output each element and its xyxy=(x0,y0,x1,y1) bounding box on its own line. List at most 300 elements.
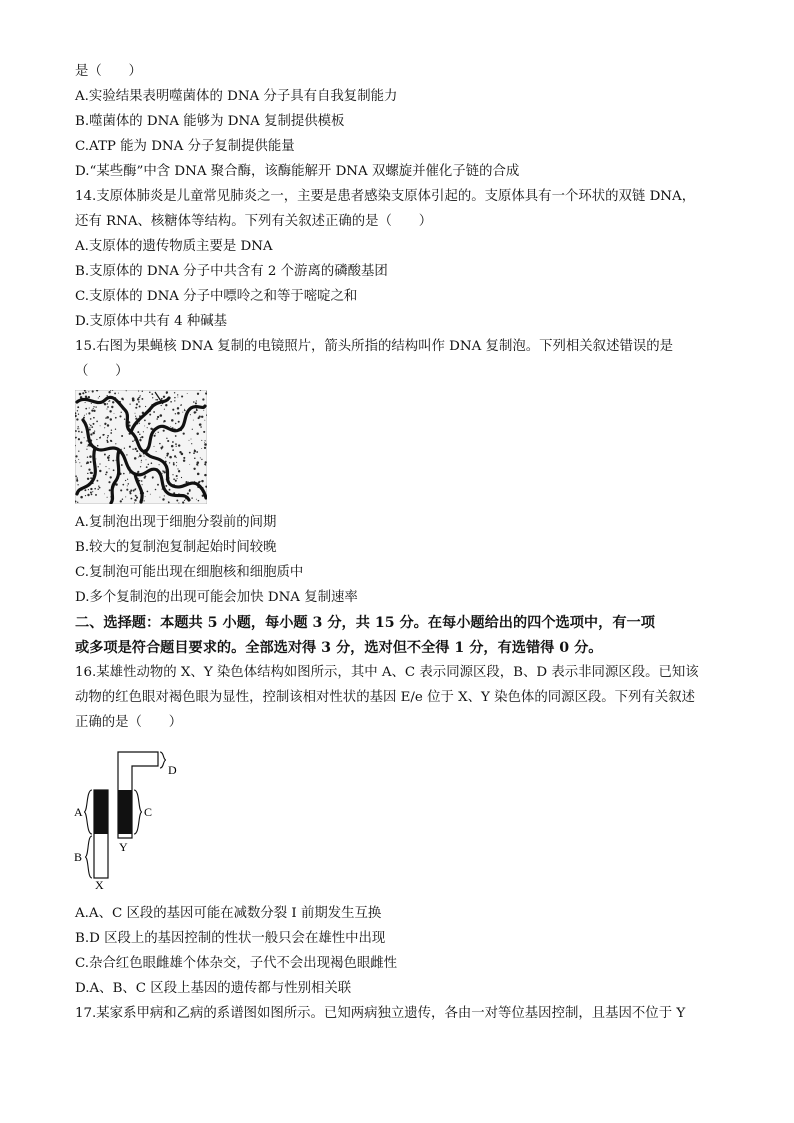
q16-stem-line2: 动物的红色眼对褐色眼为显性，控制该相对性状的基因 E/e 位于 X、Y 染色体的同源区段。下列有关叙述 xyxy=(75,690,696,705)
micrograph-speckle xyxy=(99,463,100,464)
micrograph-speckle xyxy=(90,418,92,420)
micrograph-speckle xyxy=(138,401,140,403)
micrograph-speckle xyxy=(171,445,174,448)
micrograph-speckle xyxy=(135,413,136,414)
micrograph-speckle xyxy=(87,473,88,474)
micrograph-speckle xyxy=(139,453,140,454)
micrograph-speckle xyxy=(75,430,77,432)
micrograph-speckle xyxy=(196,451,198,453)
micrograph-speckle xyxy=(165,470,166,471)
micrograph-speckle xyxy=(98,466,99,467)
micrograph-speckle xyxy=(142,484,143,485)
micrograph-speckle xyxy=(187,393,188,394)
q13-tail: 是（ ） xyxy=(75,64,142,79)
micrograph-speckle xyxy=(93,410,95,412)
micrograph-speckle xyxy=(181,404,182,405)
micrograph-speckle xyxy=(145,496,146,497)
micrograph-speckle xyxy=(83,417,85,419)
q13-option-b: B.噬菌体的 DNA 能够为 DNA 复制提供模板 xyxy=(75,114,345,129)
micrograph-speckle xyxy=(157,484,159,486)
micrograph-speckle xyxy=(177,478,178,479)
micrograph-speckle xyxy=(191,443,192,444)
micrograph-speckle xyxy=(144,477,146,479)
micrograph-speckle xyxy=(165,485,167,487)
micrograph-speckle xyxy=(122,484,124,486)
micrograph-speckle xyxy=(87,478,89,480)
micrograph-speckle xyxy=(115,460,116,461)
micrograph-speckle xyxy=(204,474,206,476)
micrograph-speckle xyxy=(105,466,106,467)
micrograph-speckle xyxy=(140,395,141,396)
micrograph-speckle xyxy=(177,468,178,469)
micrograph-speckle xyxy=(86,413,87,414)
micrograph-speckle xyxy=(102,434,104,436)
micrograph-speckle xyxy=(94,430,95,431)
micrograph-speckle xyxy=(195,411,196,412)
micrograph-speckle xyxy=(194,458,196,460)
micrograph-speckle xyxy=(122,498,123,499)
micrograph-speckle xyxy=(201,440,202,441)
micrograph-speckle xyxy=(157,416,159,418)
micrograph-speckle xyxy=(110,476,112,478)
micrograph-speckle xyxy=(107,497,108,498)
micrograph-speckle xyxy=(140,437,141,438)
micrograph-speckle xyxy=(126,489,128,491)
micrograph-speckle xyxy=(141,398,143,400)
micrograph-speckle xyxy=(88,412,90,414)
micrograph-speckle xyxy=(88,489,89,490)
micrograph-speckle xyxy=(84,489,86,491)
micrograph-speckle xyxy=(169,456,172,459)
dna-replication-micrograph-image xyxy=(75,390,207,504)
micrograph-speckle xyxy=(151,393,153,395)
micrograph-speckle xyxy=(86,440,87,441)
micrograph-speckle xyxy=(109,400,111,402)
micrograph-speckle xyxy=(119,415,121,417)
micrograph-speckle xyxy=(197,393,199,395)
micrograph-speckle xyxy=(150,423,151,424)
micrograph-speckle xyxy=(170,426,171,427)
micrograph-speckle xyxy=(201,448,202,449)
micrograph-speckle xyxy=(167,440,169,442)
micrograph-speckle xyxy=(182,501,184,503)
micrograph-speckle xyxy=(192,429,193,430)
micrograph-speckle xyxy=(88,391,89,392)
micrograph-speckle xyxy=(166,455,168,457)
label-a: A xyxy=(74,805,83,819)
micrograph-speckle xyxy=(98,397,99,398)
q14-option-b: B.支原体的 DNA 分子中共含有 2 个游离的磷酸基团 xyxy=(75,264,388,279)
micrograph-speckle xyxy=(108,481,110,483)
micrograph-speckle xyxy=(174,400,175,401)
micrograph-speckle xyxy=(165,404,167,406)
micrograph-speckle xyxy=(163,430,165,432)
q14-option-a: A.支原体的遗传物质主要是 DNA xyxy=(75,239,273,254)
micrograph-speckle xyxy=(128,483,130,485)
micrograph-speckle xyxy=(99,470,101,472)
micrograph-speckle xyxy=(177,397,178,398)
micrograph-speckle xyxy=(142,391,143,392)
micrograph-speckle xyxy=(187,493,189,495)
micrograph-speckle xyxy=(100,437,101,438)
q16-option-b: B.D 区段上的基因控制的性状一般只会在雄性中出现 xyxy=(75,931,386,946)
q16-option-c: C.杂合红色眼雌雄个体杂交，子代不会出现褐色眼雌性 xyxy=(75,956,398,971)
micrograph-speckle xyxy=(145,406,146,407)
micrograph-speckle xyxy=(85,402,86,403)
micrograph-speckle xyxy=(95,406,96,407)
micrograph-speckle xyxy=(174,397,176,399)
micrograph-speckle xyxy=(96,421,98,423)
micrograph-speckle xyxy=(159,464,160,465)
micrograph-speckle xyxy=(80,496,83,499)
micrograph-speckle xyxy=(150,494,151,495)
micrograph-speckle xyxy=(172,409,174,411)
micrograph-speckle xyxy=(75,461,76,462)
micrograph-speckle xyxy=(90,425,92,427)
q15-option-a: A.复制泡出现于细胞分裂前的间期 xyxy=(75,515,277,530)
micrograph-speckle xyxy=(77,406,79,408)
micrograph-speckle xyxy=(175,423,176,424)
xy-chromosome-diagram xyxy=(72,750,202,892)
micrograph-speckle xyxy=(109,468,110,469)
micrograph-speckle xyxy=(181,477,182,478)
micrograph-speckle xyxy=(157,399,159,401)
q16-stem-line3: 正确的是（ ） xyxy=(75,715,183,730)
micrograph-speckle xyxy=(136,497,137,498)
micrograph-speckle xyxy=(111,406,113,408)
micrograph-speckle xyxy=(154,446,155,447)
micrograph-speckle xyxy=(200,426,202,428)
q15-option-c: C.复制泡可能出现在细胞核和细胞质中 xyxy=(75,565,304,580)
micrograph-speckle xyxy=(201,480,203,482)
micrograph-speckle xyxy=(135,448,137,450)
micrograph-speckle xyxy=(172,474,173,475)
micrograph-speckle xyxy=(140,440,142,442)
micrograph-speckle xyxy=(194,450,196,452)
micrograph-speckle xyxy=(189,452,191,454)
micrograph-speckle xyxy=(99,487,101,489)
micrograph-speckle xyxy=(91,409,93,411)
micrograph-speckle xyxy=(144,420,146,422)
micrograph-speckle xyxy=(173,462,175,464)
micrograph-speckle xyxy=(143,500,144,501)
micrograph-speckle xyxy=(191,497,192,498)
micrograph-speckle xyxy=(81,466,82,467)
micrograph-speckle xyxy=(104,494,105,495)
micrograph-speckle xyxy=(107,435,109,437)
micrograph-speckle xyxy=(107,437,108,438)
micrograph-speckle xyxy=(127,479,128,480)
micrograph-speckle xyxy=(96,458,97,459)
micrograph-speckle xyxy=(129,492,131,494)
micrograph-speckle xyxy=(143,456,144,457)
micrograph-speckle xyxy=(97,445,99,447)
micrograph-speckle xyxy=(78,451,79,452)
label-x: X xyxy=(95,878,104,892)
micrograph-speckle xyxy=(121,412,122,413)
micrograph-speckle xyxy=(196,433,198,435)
micrograph-speckle xyxy=(183,432,185,434)
micrograph-speckle xyxy=(135,418,137,420)
micrograph-speckle xyxy=(147,427,148,428)
micrograph-speckle xyxy=(76,477,78,479)
micrograph-speckle xyxy=(159,497,160,498)
micrograph-speckle xyxy=(107,403,108,404)
micrograph-speckle xyxy=(78,438,80,440)
micrograph-speckle xyxy=(193,468,195,470)
micrograph-speckle xyxy=(184,500,185,501)
micrograph-speckle xyxy=(132,449,133,450)
y-homologous-segment-c xyxy=(118,790,132,834)
micrograph-speckle xyxy=(105,417,106,418)
micrograph-speckle xyxy=(170,401,172,403)
micrograph-speckle xyxy=(175,435,177,437)
micrograph-speckle xyxy=(177,500,178,501)
micrograph-speckle xyxy=(144,425,145,426)
micrograph-speckle xyxy=(136,450,138,452)
micrograph-speckle xyxy=(130,489,132,491)
micrograph-speckle xyxy=(77,428,78,429)
micrograph-speckle xyxy=(146,459,147,460)
micrograph-speckle xyxy=(90,477,92,479)
micrograph-speckle xyxy=(107,406,109,408)
micrograph-speckle xyxy=(104,434,105,435)
micrograph-speckle xyxy=(177,407,179,409)
micrograph-speckle xyxy=(138,391,139,392)
label-b: B xyxy=(74,850,83,864)
micrograph-speckle xyxy=(107,456,110,459)
micrograph-speckle xyxy=(89,424,90,425)
micrograph-speckle xyxy=(134,457,137,460)
micrograph-speckle xyxy=(163,420,165,422)
micrograph-speckle xyxy=(176,475,178,477)
micrograph-speckle xyxy=(153,411,155,413)
micrograph-speckle xyxy=(141,436,143,438)
micrograph-speckle xyxy=(134,499,136,501)
micrograph-speckle xyxy=(174,455,176,457)
micrograph-speckle xyxy=(88,468,90,470)
micrograph-speckle xyxy=(132,440,134,442)
micrograph-speckle xyxy=(93,417,95,419)
micrograph-speckle xyxy=(115,443,116,444)
micrograph-speckle xyxy=(110,440,112,442)
micrograph-speckle xyxy=(86,449,87,450)
micrograph-speckle xyxy=(80,442,82,444)
micrograph-speckle xyxy=(122,399,124,401)
micrograph-speckle xyxy=(163,396,165,398)
micrograph-speckle xyxy=(85,392,87,394)
micrograph-speckle xyxy=(139,406,141,408)
q14-option-d: D.支原体中共有 4 种碱基 xyxy=(75,314,228,329)
micrograph-speckle xyxy=(104,454,106,456)
micrograph-speckle xyxy=(131,491,132,492)
micrograph-speckle xyxy=(106,471,108,473)
micrograph-speckle xyxy=(175,443,177,445)
micrograph-speckle xyxy=(108,460,109,461)
micrograph-speckle xyxy=(202,398,204,400)
micrograph-speckle xyxy=(129,403,130,404)
micrograph-speckle xyxy=(205,461,207,463)
label-d: D xyxy=(168,763,177,777)
micrograph-speckle xyxy=(191,439,192,440)
micrograph-speckle xyxy=(203,410,204,411)
micrograph-speckle xyxy=(204,443,207,446)
micrograph-speckle xyxy=(141,462,142,463)
q13-option-c: C.ATP 能为 DNA 分子复制提供能量 xyxy=(75,139,295,154)
micrograph-speckle xyxy=(89,407,90,408)
micrograph-speckle xyxy=(124,418,125,419)
micrograph-speckle xyxy=(137,471,139,473)
micrograph-speckle xyxy=(171,419,174,422)
micrograph-speckle xyxy=(76,480,78,482)
micrograph-speckle xyxy=(168,502,170,504)
micrograph-speckle xyxy=(90,433,92,435)
x-homologous-segment-a xyxy=(94,790,108,834)
micrograph-speckle xyxy=(177,412,180,415)
micrograph-speckle xyxy=(173,478,175,480)
micrograph-speckle xyxy=(155,433,156,434)
micrograph-speckle xyxy=(198,465,199,466)
micrograph-speckle xyxy=(135,407,137,409)
micrograph-speckle xyxy=(139,455,142,458)
q13-option-d: D.“某些酶”中含 DNA 聚合酶，该酶能解开 DNA 双螺旋并催化子链的合成 xyxy=(75,164,520,179)
q16-stem-line1: 16.某雄性动物的 X、Y 染色体结构如图所示，其中 A、C 表示同源区段，B、D 表示非同源区段。已知该 xyxy=(75,665,699,680)
micrograph-speckle xyxy=(90,472,92,474)
micrograph-speckle xyxy=(92,491,93,492)
micrograph-speckle xyxy=(204,447,206,449)
micrograph-speckle xyxy=(105,474,106,475)
micrograph-speckle xyxy=(179,451,181,453)
micrograph-speckle xyxy=(109,455,110,456)
micrograph-speckle xyxy=(123,473,125,475)
micrograph-speckle xyxy=(160,447,162,449)
micrograph-speckle xyxy=(110,432,112,434)
micrograph-speckle xyxy=(200,457,201,458)
micrograph-speckle xyxy=(114,392,116,394)
micrograph-speckle xyxy=(178,421,180,423)
micrograph-speckle xyxy=(155,399,156,400)
micrograph-speckle xyxy=(173,464,175,466)
micrograph-speckle xyxy=(194,481,195,482)
micrograph-speckle xyxy=(196,499,197,500)
micrograph-speckle xyxy=(148,464,150,466)
micrograph-speckle xyxy=(199,415,201,417)
micrograph-speckle xyxy=(204,463,206,465)
micrograph-speckle xyxy=(91,426,93,428)
micrograph-speckle xyxy=(106,408,107,409)
micrograph-speckle xyxy=(82,392,84,394)
q14-stem-line2: 还有 RNA、核糖体等结构。下列有关叙述正确的是（ ） xyxy=(75,214,433,229)
micrograph-speckle xyxy=(169,489,171,491)
micrograph-speckle xyxy=(112,460,114,462)
micrograph-speckle xyxy=(91,494,93,496)
micrograph-speckle xyxy=(176,465,177,466)
micrograph-speckle xyxy=(201,416,203,418)
micrograph-speckle xyxy=(99,396,100,397)
micrograph-speckle xyxy=(90,488,92,490)
micrograph-speckle xyxy=(77,410,78,411)
micrograph-speckle xyxy=(204,440,205,441)
micrograph-speckle xyxy=(143,431,144,432)
micrograph-speckle xyxy=(84,415,85,416)
micrograph-speckle xyxy=(75,475,77,477)
micrograph-speckle xyxy=(78,414,79,415)
q16-option-a: A.A、C 区段的基因可能在减数分裂 I 前期发生互换 xyxy=(75,906,382,921)
micrograph-speckle xyxy=(93,423,95,425)
micrograph-speckle xyxy=(135,495,137,497)
section2-heading-line2: 或多项是符合题目要求的。全部选对得 3 分，选对但不全得 1 分，有选错得 0 分。 xyxy=(75,640,603,656)
micrograph-speckle xyxy=(79,462,80,463)
micrograph-speckle xyxy=(85,495,86,496)
micrograph-speckle xyxy=(92,390,94,392)
micrograph-speckle xyxy=(166,392,168,394)
micrograph-speckle xyxy=(137,431,139,433)
micrograph-speckle xyxy=(196,463,198,465)
micrograph-speckle xyxy=(89,429,91,431)
micrograph-speckle xyxy=(97,488,98,489)
micrograph-speckle xyxy=(125,480,126,481)
micrograph-speckle xyxy=(178,444,180,446)
micrograph-speckle xyxy=(121,464,123,466)
q16-option-d: D.A、B、C 区段上基因的遗传都与性别相关联 xyxy=(75,981,352,996)
micrograph-speckle xyxy=(89,427,90,428)
micrograph-speckle xyxy=(121,435,123,437)
micrograph-speckle xyxy=(198,500,200,502)
micrograph-speckle xyxy=(140,466,141,467)
micrograph-speckle xyxy=(195,402,197,404)
micrograph-speckle xyxy=(77,426,78,427)
micrograph-speckle xyxy=(160,414,163,417)
micrograph-speckle xyxy=(84,437,85,438)
micrograph-speckle xyxy=(104,427,105,428)
micrograph-speckle xyxy=(107,441,109,443)
micrograph-speckle xyxy=(177,394,178,395)
micrograph-speckle xyxy=(94,488,96,490)
micrograph-speckle xyxy=(178,503,179,504)
micrograph-speckle xyxy=(91,403,92,404)
micrograph-speckle xyxy=(161,405,162,406)
micrograph-speckle xyxy=(77,484,78,485)
micrograph-speckle xyxy=(100,425,101,426)
micrograph-speckle xyxy=(176,446,177,447)
micrograph-speckle xyxy=(204,442,205,443)
micrograph-speckle xyxy=(75,455,77,457)
micrograph-speckle xyxy=(156,418,158,420)
micrograph-speckle xyxy=(75,460,76,461)
micrograph-speckle xyxy=(112,401,114,403)
micrograph-speckle xyxy=(106,416,109,419)
micrograph-speckle xyxy=(149,414,151,416)
micrograph-speckle xyxy=(172,441,174,443)
micrograph-speckle xyxy=(190,414,191,415)
micrograph-speckle xyxy=(149,392,151,394)
micrograph-speckle xyxy=(78,428,79,429)
micrograph-speckle xyxy=(96,480,98,482)
section2-heading-line1: 二、选择题：本题共 5 小题，每小题 3 分，共 15 分。在每小题给出的四个选项中，有一项 xyxy=(75,615,655,631)
micrograph-speckle xyxy=(110,418,112,420)
micrograph-speckle xyxy=(196,409,198,411)
micrograph-speckle xyxy=(172,449,174,451)
micrograph-speckle xyxy=(104,403,106,405)
micrograph-speckle xyxy=(169,462,170,463)
micrograph-speckle xyxy=(132,397,135,400)
micrograph-speckle xyxy=(130,498,132,500)
micrograph-speckle xyxy=(164,495,165,496)
micrograph-speckle xyxy=(203,431,205,433)
micrograph-speckle xyxy=(120,500,122,502)
label-y: Y xyxy=(119,840,128,854)
micrograph-speckle xyxy=(77,502,78,503)
